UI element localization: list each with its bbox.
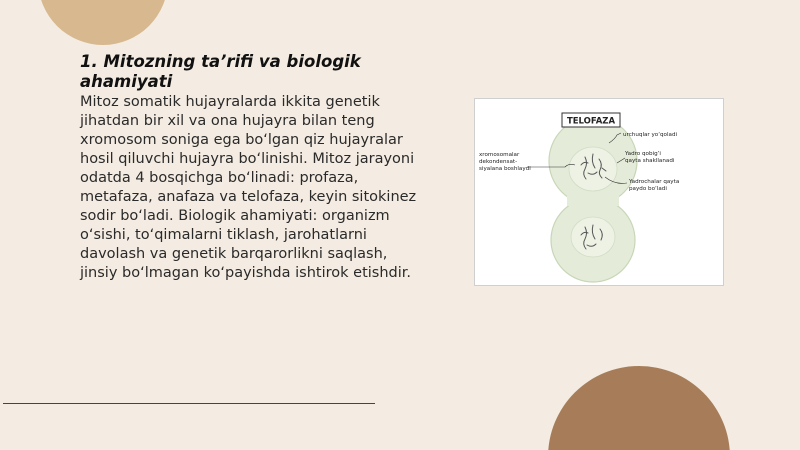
slide-body-text: Mitoz somatik hujayralarda ikkita genetik jihatdan bir xil va ona hujayra bilan teng xromosom soniga ega bo‘lgan qiz hujayralar hosil qiluvchi hujayra bo‘linishi. Mitoz jarayoni odatda 4 bosqichga bo‘linadi: profaza, metafaza, anafaza va telofaza, keyin sitokinez sodir bo‘ladi. Biologik ahamiyati: organizm o‘sishi, to‘qimalarni tiklash, jarohatlarni davolash va genetik barqarorlikni saqlash, jinsiy bo‘lmagan ko‘payishda ishtirok etishdir. xyxy=(80,94,417,281)
telophase-diagram xyxy=(475,99,723,285)
telophase-figure xyxy=(474,98,724,286)
divider-line xyxy=(3,403,375,404)
label-chromosomes-2: dekondensat- xyxy=(479,159,518,165)
label-nuclear-envelope-1: Yadro qobig’i xyxy=(625,151,661,157)
label-chromosomes-1: xromosomalar xyxy=(479,152,520,158)
label-nucleoli-1: Yadrochalar qayta xyxy=(629,179,680,185)
decorative-circle-top xyxy=(38,0,168,45)
dividing-cell xyxy=(549,117,637,282)
figure-title: TELOFAZA xyxy=(566,116,616,127)
slide-title: 1. Mitozning ta’rifi va biologik ahamiyati xyxy=(80,52,361,91)
decorative-circle-bottom xyxy=(548,366,730,450)
label-nucleoli-2: paydo bo‘ladi xyxy=(629,186,667,192)
label-spindle-disappears: urchuqlar yo‘qoladi xyxy=(623,132,678,138)
label-nuclear-envelope-2: qayta shakllanadi xyxy=(625,158,675,164)
label-chromosomes-3: siyalana boshlaydi xyxy=(479,166,531,172)
